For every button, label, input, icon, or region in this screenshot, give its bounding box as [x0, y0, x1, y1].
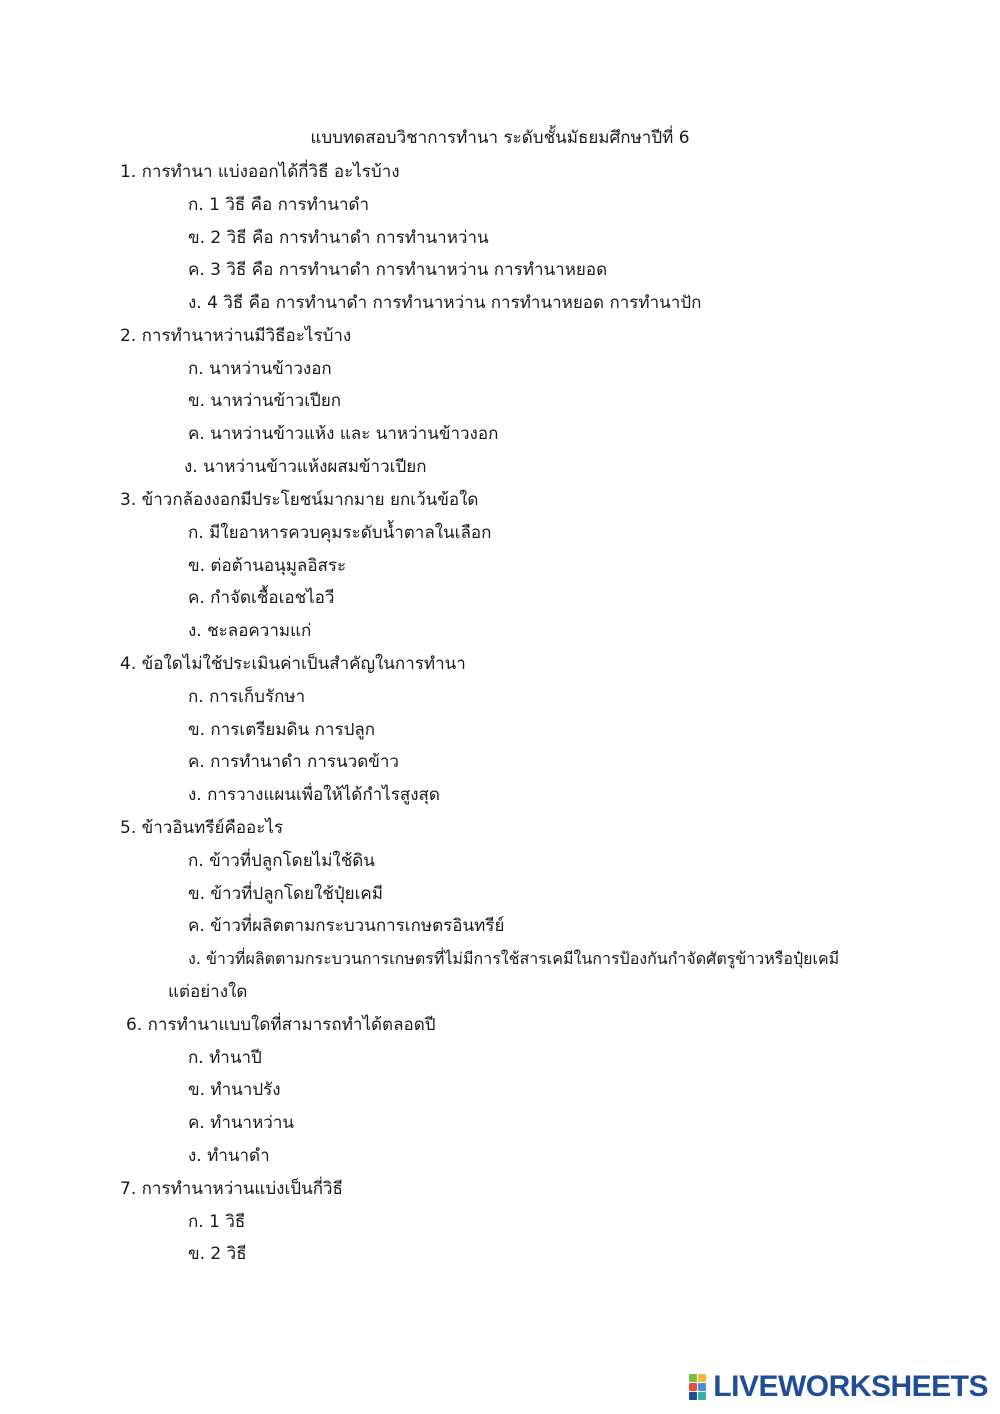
liveworksheets-logo [689, 1372, 988, 1402]
q3-option-d: ง. ชะลอความแก่ [188, 621, 312, 641]
q1-option-b: ข. 2 วิธี คือ การทำนาดำ การทำนาหว่าน [188, 228, 489, 248]
liveworksheets-logo-icon [689, 1374, 707, 1400]
q6-option-a: ก. ทำนาปี [188, 1048, 262, 1068]
q4-option-a: ก. การเก็บรักษา [188, 687, 306, 707]
q4-option-d: ง. การวางแผนเพื่อให้ได้กำไรสูงสุด [188, 785, 440, 805]
q6-option-d: ง. ทำนาดำ [188, 1146, 270, 1166]
question-3: 3. ข้าวกล้องงอกมีประโยชน์มากมาย ยกเว้นข้อใด [120, 490, 479, 510]
q6-option-b: ข. ทำนาปรัง [188, 1080, 281, 1100]
question-1: 1. การทำนา แบ่งออกได้กี่วิธี อะไรบ้าง [120, 162, 400, 182]
q5-option-b: ข. ข้าวที่ปลูกโดยใช้ปุ๋ยเคมี [188, 884, 383, 904]
q5-option-d-continuation: แต่อย่างใด [168, 982, 248, 1002]
q7-option-a: ก. 1 วิธี [188, 1212, 246, 1232]
q2-option-b: ข. นาหว่านข้าวเปียก [188, 391, 342, 411]
question-2: 2. การทำนาหว่านมีวิธีอะไรบ้าง [120, 326, 352, 346]
q1-option-a: ก. 1 วิธี คือ การทำนาดำ [188, 195, 370, 215]
q5-option-c: ค. ข้าวที่ผลิตตามกระบวนการเกษตรอินทรีย์ [188, 916, 505, 936]
page-title: แบบทดสอบวิชาการทำนา ระดับชั้นมัธยมศึกษาปีที่ 6 [310, 128, 690, 148]
q1-option-d: ง. 4 วิธี คือ การทำนาดำ การทำนาหว่าน การทำนาหยอด การทำนาปัก [188, 293, 702, 313]
q1-option-c: ค. 3 วิธี คือ การทำนาดำ การทำนาหว่าน การทำนาหยอด [188, 260, 608, 280]
q4-option-b: ข. การเตรียมดิน การปลูก [188, 720, 376, 740]
q5-option-d: ง. ข้าวที่ผลิตตามกระบวนการเกษตรที่ไม่มีการใช้สารเคมีในการป้องกันกำจัดศัตรูข้าวหรือปุ๋ยเคมี [188, 949, 840, 968]
question-4: 4. ข้อใดไม่ใช้ประเมินค่าเป็นสำคัญในการทำนา [120, 654, 466, 674]
question-6: 6. การทำนาแบบใดที่สามารถทำได้ตลอดปี [126, 1015, 436, 1035]
q4-option-c: ค. การทำนาดำ การนวดข้าว [188, 752, 399, 772]
q6-option-c: ค. ทำนาหว่าน [188, 1113, 295, 1133]
q3-option-c: ค. กำจัดเชื้อเอชไอวี [188, 588, 335, 608]
q7-option-b: ข. 2 วิธี [188, 1244, 247, 1264]
q2-option-c: ค. นาหว่านข้าวแห้ง และ นาหว่านข้าวงอก [188, 424, 499, 444]
q3-option-a: ก. มีใยอาหารควบคุมระดับน้ำตาลในเลือก [188, 523, 492, 543]
q5-option-a: ก. ข้าวที่ปลูกโดยไม่ใช้ดิน [188, 851, 375, 871]
q2-option-d: ง. นาหว่านข้าวแห้งผสมข้าวเปียก [184, 457, 427, 477]
q3-option-b: ข. ต่อต้านอนุมูลอิสระ [188, 556, 347, 576]
liveworksheets-logo-text: LIVEWORKSHEETS [713, 1370, 988, 1403]
question-7: 7. การทำนาหว่านแบ่งเป็นกี่วิธี [120, 1179, 343, 1199]
q2-option-a: ก. นาหว่านข้าวงอก [188, 359, 332, 379]
question-5: 5. ข้าวอินทรีย์คืออะไร [120, 818, 284, 838]
